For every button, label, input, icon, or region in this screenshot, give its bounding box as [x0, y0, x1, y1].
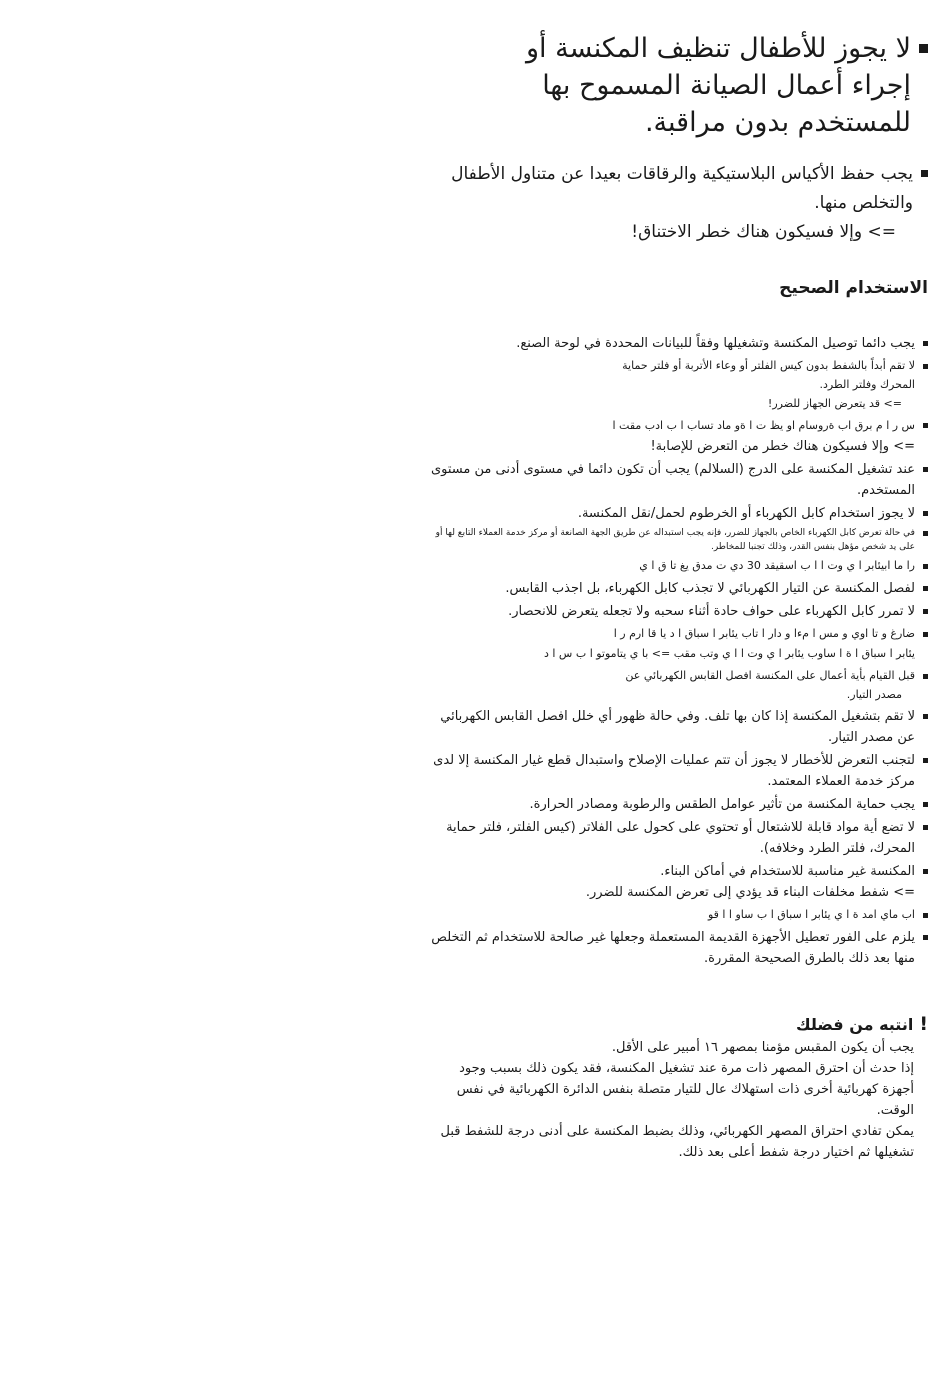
item-note: => وإلا فسيكون هناك خطر من التعرض للإصابة!	[650, 439, 915, 454]
list-item	[228, 333, 928, 354]
bullet-icon	[923, 632, 928, 637]
item-note: مصدر التيار.	[846, 688, 902, 701]
notice-paragraph: إذا حدث أن احترق المصهر ذات مرة عند تشغيل المكنسة، فقد يكون ذلك بسبب وجود أجهزة كهربائية أخرى ذات استهلاك عال للتيار متصلة بنفس الدائرة الكهربائية في نفس الوقت.	[456, 1061, 914, 1118]
item-text: ضارغ و تا اوي و مس ا مءا و دار ا تاب يئابر ا سباق ا د يا قا ارم ر ا	[613, 627, 915, 640]
item-text: اب ماي امد ة ا ي يئابر ا سباق ا ب ساو ا ا قو	[707, 908, 915, 921]
exclamation-icon: !	[919, 1013, 928, 1035]
list-item	[228, 706, 928, 748]
item-text: في حالة تعرض كابل الكهرباء الخاص بالجهاز للضرر، فإنه يجب استبداله عن طريق الجهة الصانعة أو مركز خدمة العملاء التابع لها أو على يد شخص مؤهل بنفس القدر، وذلك تجنبا للمخاطر.	[435, 528, 915, 552]
bullet-icon	[923, 825, 928, 830]
warning-line: يجب حفظ الأكياس البلاستيكية والرقاقات بعيدا عن متناول الأطفال	[451, 164, 913, 184]
bullet-icon	[923, 935, 928, 940]
item-note: يئابر ا سباق ا ة ا ساوب يئابر ا ي وت ا ا ي وتب مقب => با ي يتاموتو ا ب س ا د	[543, 647, 915, 660]
bullet-icon	[923, 758, 928, 763]
list-item	[228, 905, 928, 925]
bullet-icon	[923, 714, 928, 719]
bullet-icon	[923, 531, 928, 536]
item-text: المكنسة غير مناسبة للاستخدام في أماكن البناء.	[660, 864, 915, 879]
item-text: لا تقم أبداً بالشفط بدون كيس الفلتر أو وعاء الأتربة أو فلتر حماية المحرك وفلتر الطرد.	[622, 359, 915, 391]
list-item	[228, 750, 928, 792]
notice-heading	[438, 1014, 928, 1035]
list-item	[228, 415, 928, 457]
warning-line: لا يجوز للأطفال تنظيف المكنسة أو	[526, 33, 911, 64]
list-item	[228, 624, 928, 664]
item-text: را ما ابيئابر ا ي وت ا ا ب اسقيقد 30 دي ت مدق يغ تا ق ا ي	[639, 559, 915, 572]
item-text: يلزم على الفور تعطيل الأجهزة القديمة المستعملة وجعلها غير صالحة للاستخدام ثم التخلص منها بعد ذلك بالطرق الصحيحة المقررة.	[431, 930, 915, 966]
child-maintenance-warning	[428, 30, 928, 141]
bullet-icon	[923, 564, 928, 569]
list-item	[228, 666, 928, 704]
section-heading: الاستخدام الصحيح	[779, 278, 928, 298]
item-text: لا تقم بتشغيل المكنسة إذا كان بها تلف. وفي حالة ظهور أي خلل افصل القابس الكهربائي عن مصدر التيار.	[440, 709, 915, 745]
warning-line: إجراء أعمال الصيانة المسموح بها	[542, 70, 911, 101]
list-item	[228, 356, 928, 413]
list-item	[228, 794, 928, 815]
item-note: => قد يتعرض الجهاز للضرر!	[767, 397, 902, 410]
list-item	[228, 526, 928, 554]
item-text: يجب حماية المكنسة من تأثير عوامل الطقس والرطوبة ومصادر الحرارة.	[529, 797, 915, 812]
item-text: لا يجوز استخدام كابل الكهرباء أو الخرطوم لحمل/نقل المكنسة.	[577, 506, 915, 521]
list-item	[228, 459, 928, 501]
bullet-icon	[919, 44, 928, 53]
plastic-bags-warning	[418, 160, 928, 247]
notice-title: انتبه من فضلك	[795, 1015, 914, 1034]
list-item	[228, 927, 928, 969]
list-item	[228, 556, 928, 576]
bullet-icon	[923, 341, 928, 346]
list-item	[228, 503, 928, 524]
notice-paragraph: يمكن تفادي احتراق المصهر الكهربائي، وذلك بضبط المكنسة على أدنى درجة للشفط قبل تشغيلها ثم اختيار درجة شفط أعلى بعد ذلك.	[440, 1124, 914, 1160]
item-note: => شفط مخلفات البناء قد يؤدي إلى تعرض المكنسة للضرر.	[585, 885, 915, 900]
bullet-icon	[923, 467, 928, 472]
item-text: لتجنب التعرض للأخطار لا يجوز أن تتم عمليات الإصلاح واستبدال قطع غيار المكنسة إلا لدى مركز خدمة العملاء المعتمد.	[433, 753, 915, 789]
warning-line: للمستخدم بدون مراقبة.	[644, 107, 911, 138]
warning-note: => وإلا فسيكون هناك خطر الاختناق!	[631, 222, 896, 242]
list-item	[228, 578, 928, 599]
bullet-icon	[923, 802, 928, 807]
item-text: يجب دائما توصيل المكنسة وتشغيلها وفقاً للبيانات المحددة في لوحة الصنع.	[516, 336, 915, 351]
safety-list	[228, 333, 928, 971]
bullet-icon	[923, 586, 928, 591]
bullet-icon	[923, 913, 928, 918]
item-text: س ر ا م برق اب ةروسام او يظ ت ا ةو ماد تساب ا ب ادب مقت ا	[612, 419, 915, 432]
item-text: لا تضع أية مواد قابلة للاشتعال أو تحتوي على كحول على الفلاتر (كيس الفلتر، فلتر حماية المحرك، فلتر الطرد وخلافه).	[446, 820, 915, 856]
notice-paragraph: يجب أن يكون المقبس مؤمنا بمصهر ١٦ أمبير على الأقل.	[611, 1040, 914, 1055]
bullet-icon	[923, 423, 928, 428]
list-item	[228, 817, 928, 859]
bullet-icon	[923, 674, 928, 679]
item-text: قبل القيام بأية أعمال على المكنسة افصل القابس الكهربائي عن	[625, 669, 915, 682]
bullet-icon	[921, 170, 928, 177]
bullet-icon	[923, 609, 928, 614]
item-text: لفصل المكنسة عن التيار الكهربائي لا تجذب كابل الكهرباء، بل اجذب القابس.	[505, 581, 915, 596]
attention-notice	[438, 1014, 928, 1163]
item-text: عند تشغيل المكنسة على الدرج (السلالم) يجب أن تكون دائما في مستوى أدنى من مستوى المستخدم.	[430, 462, 915, 498]
bullet-icon	[923, 511, 928, 516]
list-item	[228, 861, 928, 903]
bullet-icon	[923, 869, 928, 874]
bullet-icon	[923, 364, 928, 369]
list-item	[228, 601, 928, 622]
item-text: لا تمرر كابل الكهرباء على حواف حادة أثناء سحبه ولا تجعله يتعرض للانحصار.	[508, 604, 915, 619]
warning-line: والتخلص منها.	[814, 193, 913, 213]
